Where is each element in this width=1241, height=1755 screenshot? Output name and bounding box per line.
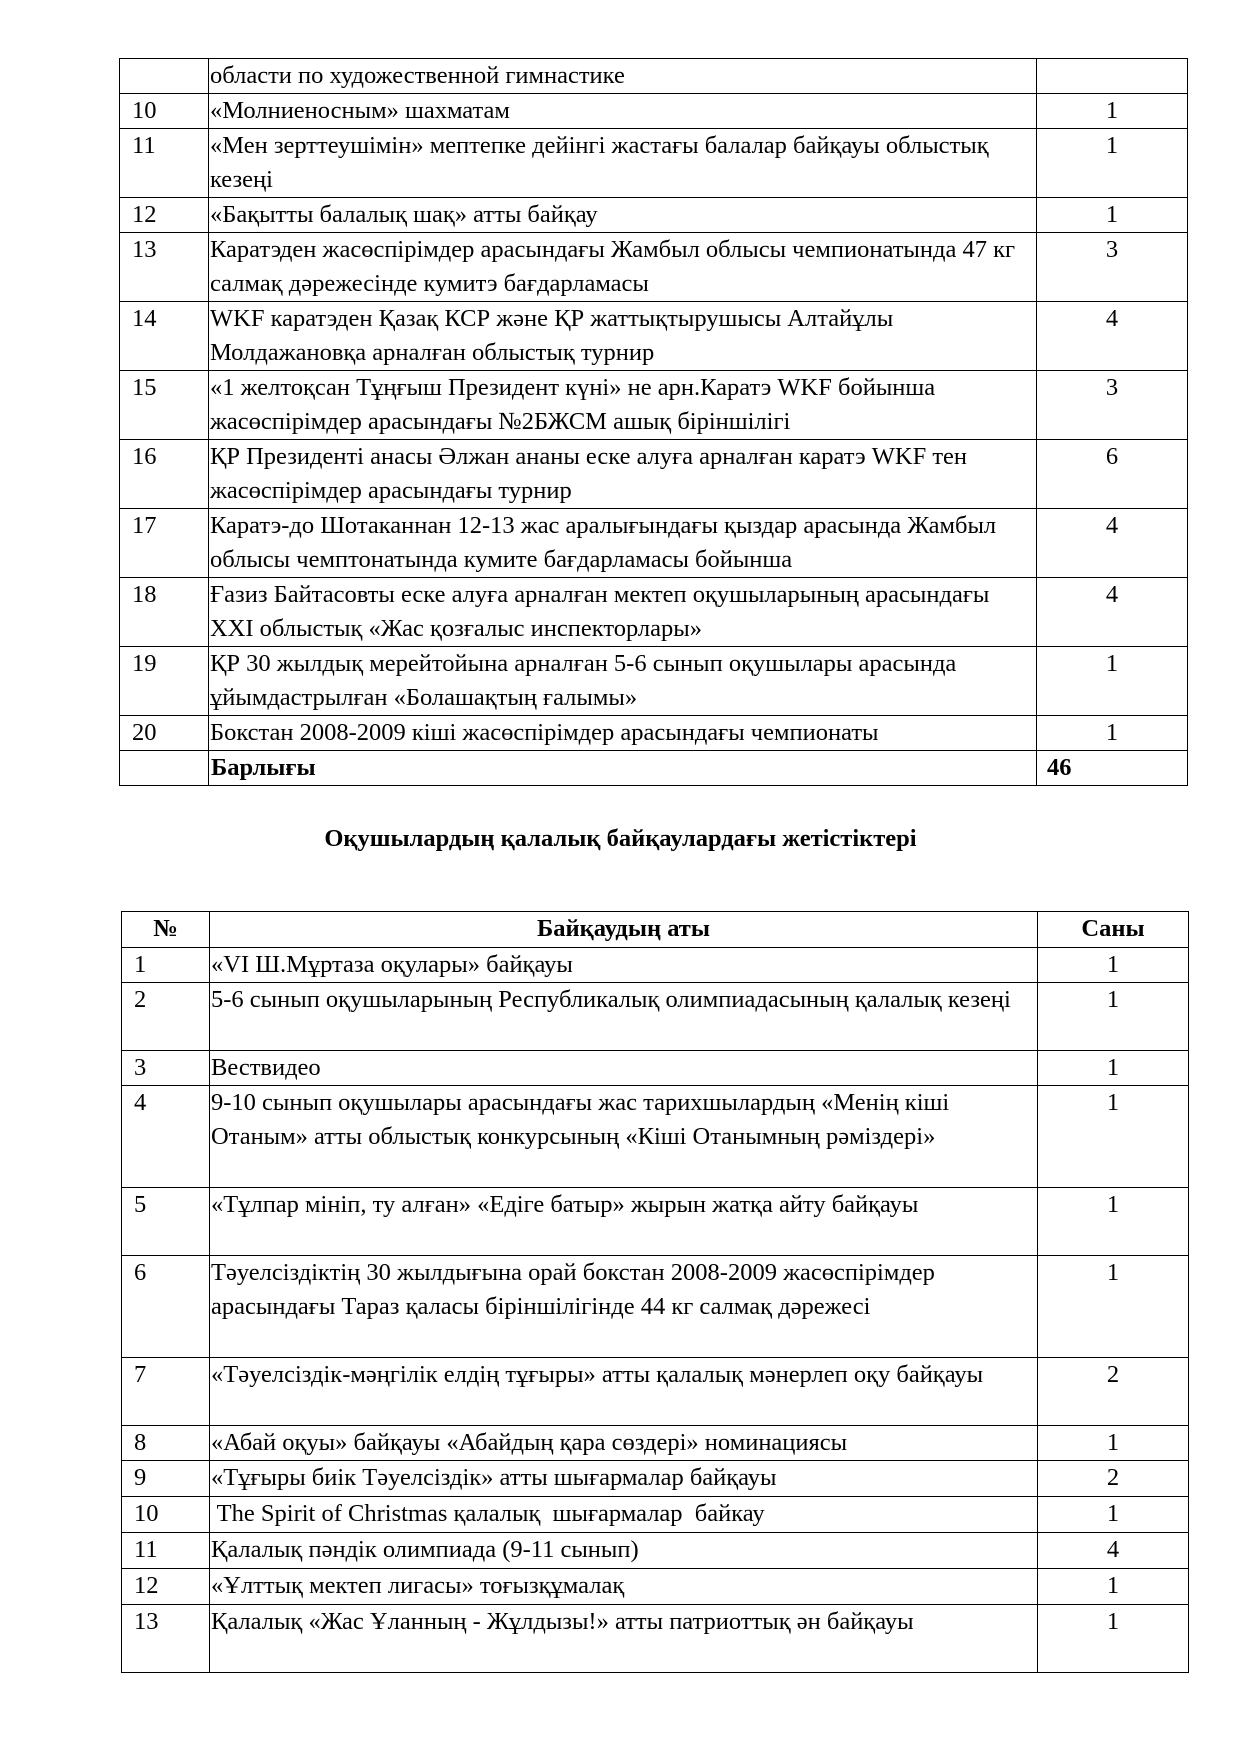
table-row xyxy=(120,302,1188,371)
winner-count: 1 xyxy=(1038,948,1189,983)
contest-name: Каратэ-до Шотаканнан 12-13 жас аралығындағы қыздар арасында Жамбыл облысы чемптонатында кумите бағдарламасы бойынша xyxy=(209,509,1037,578)
table-row xyxy=(122,1426,1189,1461)
table-row xyxy=(120,578,1188,647)
contest-name: «Абай оқуы» байқауы «Абайдың қара сөздері» номинациясы xyxy=(210,1426,1038,1461)
regional-results-table xyxy=(119,58,1188,786)
winner-count: 1 xyxy=(1038,983,1189,1051)
row-number: 14 xyxy=(120,302,209,371)
winner-count: 1 xyxy=(1038,1086,1189,1188)
table-row xyxy=(122,1358,1189,1426)
table-row xyxy=(120,440,1188,509)
table-row xyxy=(122,948,1189,983)
contest-name: WKF каратэден Қазақ КСР және ҚР жаттықтырушысы Алтайұлы Молдажановқа арналған облыстық турнир xyxy=(209,302,1037,371)
contest-name: 9-10 сынып оқушылары арасындағы жас тарихшылардың «Менің кіші Отаным» атты облыстық конкурсының «Кіші Отанымның рәміздері» xyxy=(210,1086,1038,1188)
winner-count: 1 xyxy=(1038,1426,1189,1461)
winner-count: 1 xyxy=(1037,647,1188,716)
winner-count: 1 xyxy=(1038,1569,1189,1605)
contest-name: Ғазиз Байтасовты еске алуға арналған мектеп оқушыларының арасындағы XXI облыстық «Жас қозғалыс инспекторлары» xyxy=(209,578,1037,647)
winner-count: 3 xyxy=(1037,371,1188,440)
table-row xyxy=(122,1569,1189,1605)
winner-count: 4 xyxy=(1038,1533,1189,1569)
total-empty-cell xyxy=(120,751,209,786)
header-row xyxy=(122,912,1189,948)
city-results-header xyxy=(122,912,1189,948)
table-row xyxy=(120,129,1188,198)
row-number: 11 xyxy=(122,1533,210,1569)
row-number xyxy=(120,59,209,94)
winner-count: 1 xyxy=(1037,94,1188,129)
winner-count: 4 xyxy=(1037,578,1188,647)
table-row xyxy=(120,509,1188,578)
winner-count: 2 xyxy=(1038,1358,1189,1426)
table-row xyxy=(122,1533,1189,1569)
contest-name: «Тәуелсіздік-мәңгілік елдің тұғыры» атты қалалық мәнерлеп оқу байқауы xyxy=(210,1358,1038,1426)
winner-count: 1 xyxy=(1038,1188,1189,1256)
row-number: 12 xyxy=(122,1569,210,1605)
contest-name: «1 желтоқсан Тұңғыш Президент күні» не арн.Каратэ WKF бойынша жасөспірімдер арасындағы №2БЖСМ ашық біріншілігі xyxy=(209,371,1037,440)
regional-results-body xyxy=(120,59,1188,786)
table-row xyxy=(122,983,1189,1051)
table-row xyxy=(120,59,1188,94)
row-number: 3 xyxy=(122,1051,210,1086)
table-row xyxy=(120,647,1188,716)
contest-name: Тәуелсіздіктің 30 жылдығына орай бокстан 2008-2009 жасөспірімдер арасындағы Тараз қаласы біріншілігінде 44 кг салмақ дәрежесі xyxy=(210,1256,1038,1358)
contest-name: Вествидео xyxy=(210,1051,1038,1086)
winner-count: 6 xyxy=(1037,440,1188,509)
table-row xyxy=(122,1051,1189,1086)
table-row xyxy=(122,1497,1189,1533)
winner-count: 1 xyxy=(1038,1256,1189,1358)
winner-count: 4 xyxy=(1037,509,1188,578)
row-number: 5 xyxy=(122,1188,210,1256)
row-number: 8 xyxy=(122,1426,210,1461)
row-number: 13 xyxy=(120,233,209,302)
total-label: Барлығы xyxy=(209,751,1037,786)
row-number: 16 xyxy=(120,440,209,509)
winner-count: 2 xyxy=(1038,1461,1189,1497)
row-number: 2 xyxy=(122,983,210,1051)
row-number: 11 xyxy=(120,129,209,198)
table-row xyxy=(122,1461,1189,1497)
contest-name: ҚР Президенті анасы Әлжан ананы еске алуға арналған каратэ WKF тен жасөспірімдер арасындағы турнир xyxy=(209,440,1037,509)
row-number: 10 xyxy=(120,94,209,129)
contest-name: «Молниеносным» шахматам xyxy=(209,94,1037,129)
row-number: 15 xyxy=(120,371,209,440)
row-number: 17 xyxy=(120,509,209,578)
winner-count: 1 xyxy=(1038,1497,1189,1533)
table-row xyxy=(120,716,1188,751)
contest-name: «Тұғыры биік Тәуелсіздік» атты шығармалар байқауы xyxy=(210,1461,1038,1497)
contest-name: «Мен зерттеушімін» мептепке дейінгі жастағы балалар байқауы облыстық кезеңі xyxy=(209,129,1037,198)
winner-count: 1 xyxy=(1038,1051,1189,1086)
row-number: 10 xyxy=(122,1497,210,1533)
row-number: 1 xyxy=(122,948,210,983)
total-row xyxy=(120,751,1188,786)
contest-name: «Ұлттық мектеп лигасы» тоғызқұмалақ xyxy=(210,1569,1038,1605)
table-row xyxy=(120,198,1188,233)
header-number: № xyxy=(122,912,210,948)
table-row xyxy=(120,233,1188,302)
row-number: 7 xyxy=(122,1358,210,1426)
contest-name: The Spirit of Christmas қалалық шығармалар байкау xyxy=(210,1497,1038,1533)
winner-count: 1 xyxy=(1038,1605,1189,1673)
city-results-table xyxy=(121,911,1189,1673)
city-results-body xyxy=(122,948,1189,1673)
row-number: 20 xyxy=(120,716,209,751)
winner-count: 4 xyxy=(1037,302,1188,371)
contest-name: Қалалық «Жас Ұланның - Жұлдызы!» атты патриоттық ән байқауы xyxy=(210,1605,1038,1673)
table-row xyxy=(122,1605,1189,1673)
contest-name: 5-6 сынып оқушыларының Республикалық олимпиадасының қалалық кезеңі xyxy=(210,983,1038,1051)
contest-name: области по художественной гимнастике xyxy=(209,59,1037,94)
header-count: Саны xyxy=(1038,912,1189,948)
contest-name: «VI Ш.Мұртаза оқулары» байқауы xyxy=(210,948,1038,983)
row-number: 18 xyxy=(120,578,209,647)
table-row xyxy=(122,1086,1189,1188)
row-number: 19 xyxy=(120,647,209,716)
row-number: 13 xyxy=(122,1605,210,1673)
contest-name: Қалалық пәндік олимпиада (9-11 сынып) xyxy=(210,1533,1038,1569)
table-row xyxy=(122,1256,1189,1358)
winner-count: 1 xyxy=(1037,129,1188,198)
winner-count xyxy=(1037,59,1188,94)
winner-count: 3 xyxy=(1037,233,1188,302)
row-number: 4 xyxy=(122,1086,210,1188)
contest-name: ҚР 30 жылдық мерейтойына арналған 5-6 сынып оқушылары арасында ұйымдастрылған «Болашақтың ғалымы» xyxy=(209,647,1037,716)
header-contest-name: Байқаудың аты xyxy=(210,912,1038,948)
winner-count: 1 xyxy=(1037,716,1188,751)
contest-name: «Бақытты балалық шақ» атты байқау xyxy=(209,198,1037,233)
table-row xyxy=(122,1188,1189,1256)
contest-name: Бокстан 2008-2009 кіші жасөспірімдер арасындағы чемпионаты xyxy=(209,716,1037,751)
winner-count: 1 xyxy=(1037,198,1188,233)
row-number: 12 xyxy=(120,198,209,233)
table-row xyxy=(120,94,1188,129)
row-number: 6 xyxy=(122,1256,210,1358)
contest-name: Каратэден жасөспірімдер арасындағы Жамбыл облысы чемпионатында 47 кг салмақ дәрежесінде кумитэ бағдарламасы xyxy=(209,233,1037,302)
total-value: 46 xyxy=(1037,751,1188,786)
table-row xyxy=(120,371,1188,440)
contest-name: «Тұлпар мініп, ту алған» «Едіге батыр» жырын жатқа айту байқауы xyxy=(210,1188,1038,1256)
row-number: 9 xyxy=(122,1461,210,1497)
section-title: Оқушылардың қалалық байқаулардағы жетістіктері xyxy=(324,825,917,852)
